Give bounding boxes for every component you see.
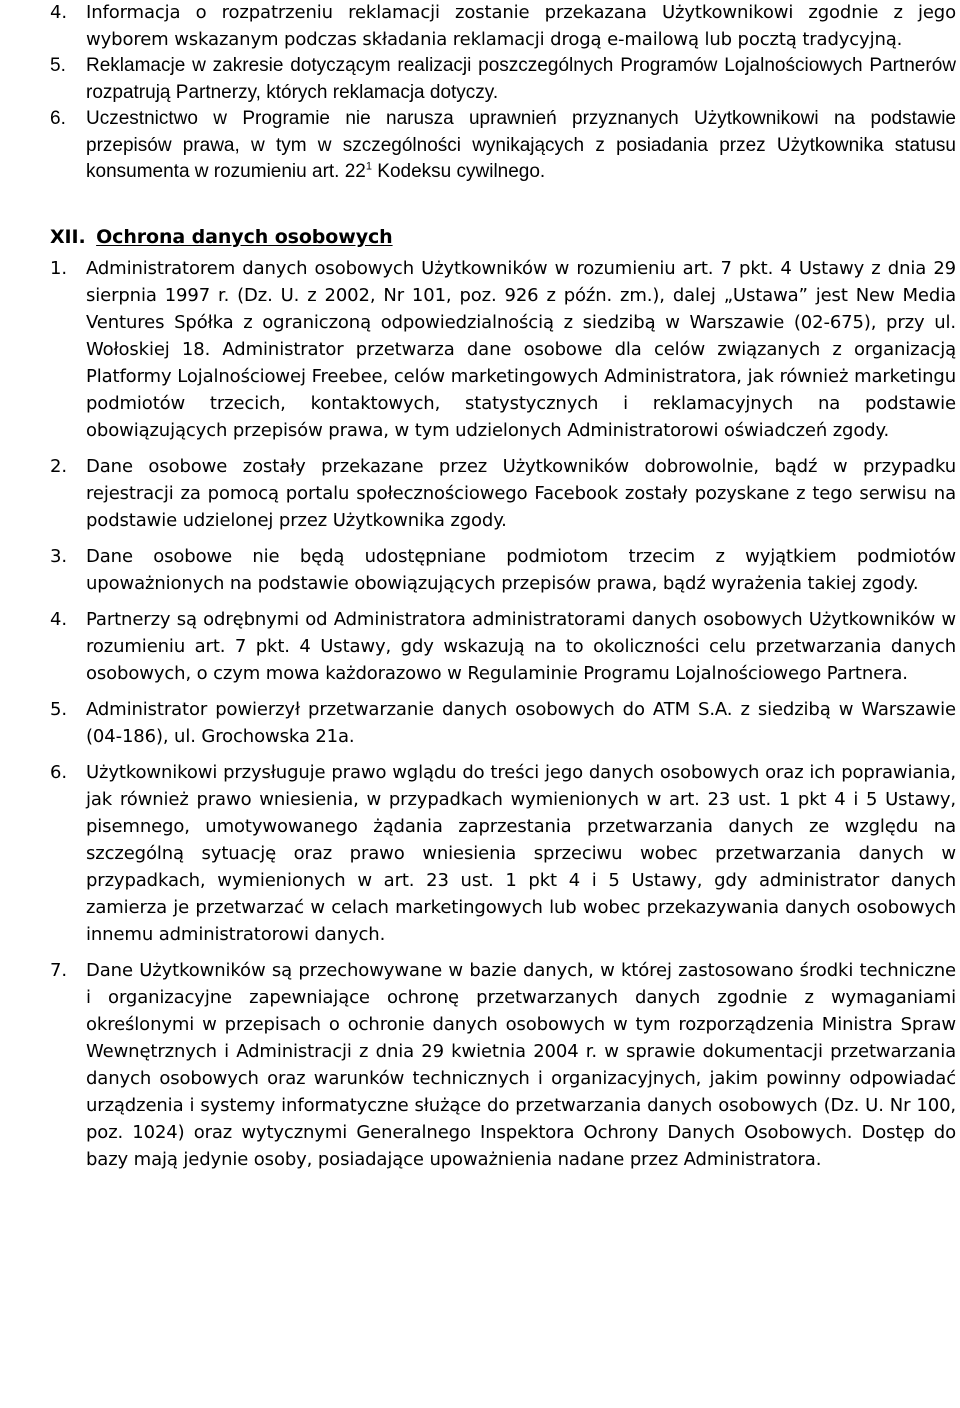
item-text xyxy=(86,108,956,182)
list-item xyxy=(0,543,960,597)
item-text: Partnerzy są odrębnymi od Administratora administratorami danych osobowych Użytkowników w rozumieniu art. 7 pkt. 4 Ustawy, gdy wskazują na to okoliczności celu przetwarzania danych osobowych, o czym mowa każdorazowo w Regulaminie Programu Lojalnościowego Partnera. xyxy=(86,608,956,684)
list-item xyxy=(0,255,960,444)
item-number: 7. xyxy=(50,959,67,981)
item-text: Administratorem danych osobowych Użytkowników w rozumieniu art. 7 pkt. 4 Ustawy z dnia 29 sierpnia 1997 r. (Dz. U. z 2002, Nr 101, poz. 926 z późn. zm.), dalej „Ustawa” jest New Media Ventures Spółka z ograniczoną odpowiedzialnością z siedzibą w Warszawie (02-675), przy ul. Wołoskiej 18. Administrator przetwarza dane osobowe dla celów związanych z organizacją Platformy Lojalnościowej Freebee, celów marketingowych Administratora, jak również marketingu podmiotów trzecich, kontaktowych, statystycznych i reklamacyjnych na podstawie obowiązujących przepisów prawa, w tym udzielonych Administratorowi oświadczeń zgody. xyxy=(86,257,956,441)
item-text: Dane osobowe nie będą udostępniane podmiotom trzecim z wyjątkiem podmiotów upoważnionych na podstawie obowiązujących przepisów prawa, bądź wyrażenia takiej zgody. xyxy=(86,545,956,594)
list-item xyxy=(0,759,960,948)
list-item xyxy=(0,0,960,53)
section-heading xyxy=(50,225,960,249)
list-item xyxy=(0,696,960,750)
item-number: 4. xyxy=(50,2,67,23)
list-item xyxy=(0,957,960,1173)
item-number: 1. xyxy=(50,257,67,279)
item-text-part: Kodeksu cywilnego. xyxy=(372,161,546,182)
item-number: 2. xyxy=(50,455,67,477)
superscript: 1 xyxy=(365,160,372,173)
top-list xyxy=(0,0,960,186)
item-text: Reklamacje w zakresie dotyczącym realizacji poszczególnych Programów Lojalnościowych Partnerów rozpatrują Partnerzy, których reklamacja dotyczy. xyxy=(86,55,956,103)
item-number: 6. xyxy=(50,761,67,783)
list-item xyxy=(0,106,960,186)
item-text: Informacja o rozpatrzeniu reklamacji zostanie przekazana Użytkownikowi zgodnie z jego wyborem wskazanym podczas składania reklamacji drogą e-mailową lub pocztą tradycyjną. xyxy=(86,2,956,50)
item-number: 5. xyxy=(50,55,66,76)
item-number: 6. xyxy=(50,108,66,129)
item-number: 5. xyxy=(50,698,67,720)
item-number: 3. xyxy=(50,545,67,567)
section-list xyxy=(0,255,960,1173)
section-number: XII. xyxy=(50,225,86,248)
item-text: Administrator powierzył przetwarzanie danych osobowych do ATM S.A. z siedzibą w Warszawie (04-186), ul. Grochowska 21a. xyxy=(86,698,956,747)
item-text-part: Uczestnictwo w Programie nie narusza uprawnień przyznanych Użytkownikowi na podstawie przepisów prawa, w tym w szczególności wynikających z posiadania przez Użytkownika statusu konsumenta w rozumieniu art. 22 xyxy=(86,108,956,182)
list-item xyxy=(0,53,960,106)
item-text: Dane Użytkowników są przechowywane w bazie danych, w której zastosowano środki techniczne i organizacyjne zapewniające ochronę przetwarzanych danych zgodnie z wymaganiami określonymi w przepisach o ochronie danych osobowych w tym rozporządzenia Ministra Spraw Wewnętrznych i Administracji z dnia 29 kwietnia 2004 r. w sprawie dokumentacji przetwarzania danych osobowych oraz warunków technicznych i organizacyjnych, jakim powinny odpowiadać urządzenia i systemy informatyczne służące do przetwarzania danych osobowych (Dz. U. Nr 100, poz. 1024) oraz wytycznymi Generalnego Inspektora Ochrony Danych Osobowych. Dostęp do bazy mają jedynie osoby, posiadające upoważnienia nadane przez Administratora. xyxy=(86,959,956,1170)
section-title: Ochrona danych osobowych xyxy=(96,225,393,248)
item-text: Użytkownikowi przysługuje prawo wglądu do treści jego danych osobowych oraz ich poprawiania, jak również prawo wniesienia, w przypadkach wymienionych w art. 23 ust. 1 pkt 4 i 5 Ustawy, pisemnego, umotywowanego żądania zaprzestania przetwarzania danych ze względu na szczególną sytuację oraz prawo wniesienia sprzeciwu wobec przetwarzania danych w przypadkach, wymienionych w art. 23 ust. 1 pkt 4 i 5 Ustawy, gdy administrator danych zamierza je przetwarzać w celach marketingowych lub wobec przekazywania danych osobowych innemu administratorowi danych. xyxy=(86,761,956,945)
item-number: 4. xyxy=(50,608,67,630)
list-item xyxy=(0,606,960,687)
item-text: Dane osobowe zostały przekazane przez Użytkowników dobrowolnie, bądź w przypadku rejestracji za pomocą portalu społecznościowego Facebook zostały pozyskane z tego serwisu na podstawie udzielonej przez Użytkownika zgody. xyxy=(86,455,956,531)
list-item xyxy=(0,453,960,534)
